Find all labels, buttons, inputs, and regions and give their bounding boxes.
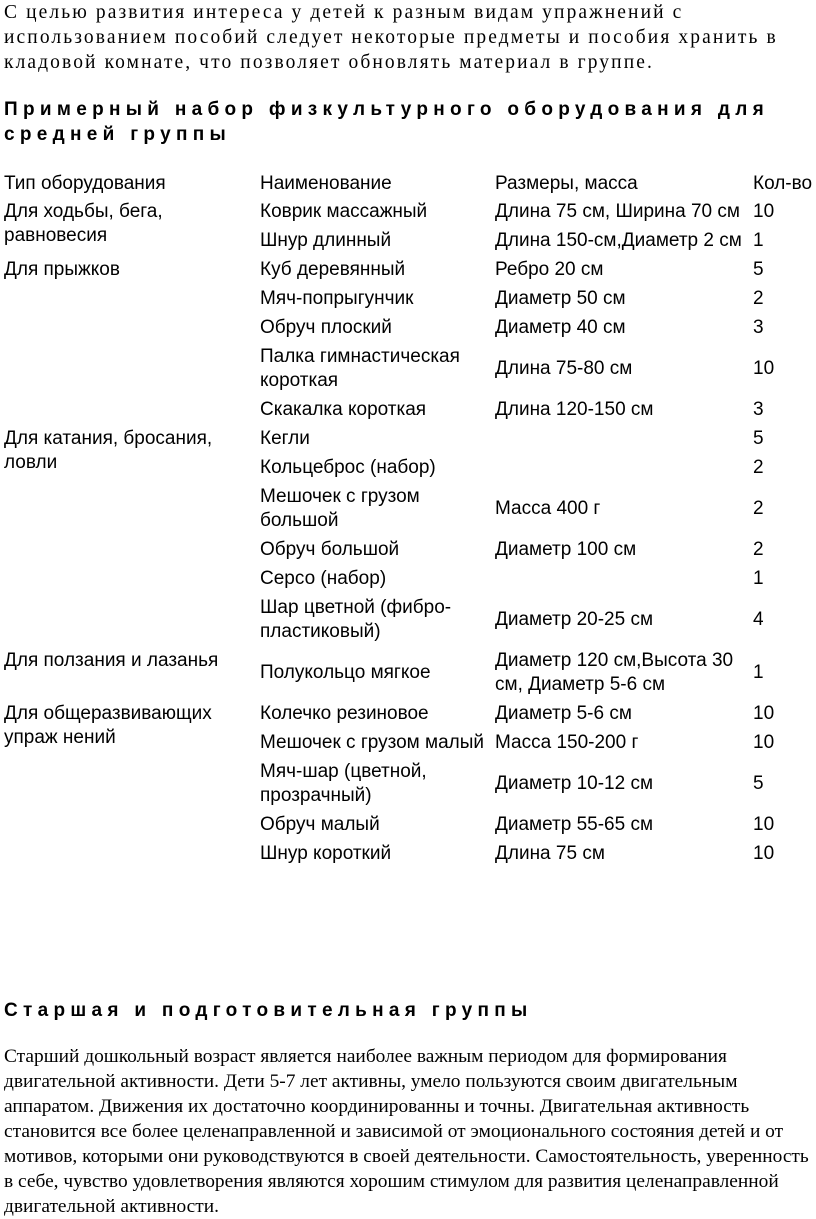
equipment-size-cell: Диаметр 5-6 см: [495, 703, 632, 724]
table-row: [0, 256, 816, 285]
equipment-qty-cell: 2: [753, 457, 764, 478]
equipment-name-cell: Кольцеброс (набор): [260, 457, 436, 478]
equipment-qty-cell: 10: [753, 703, 775, 724]
equipment-name-cell: Колечко резиновое: [260, 703, 429, 724]
table-row: [0, 647, 816, 700]
equipment-qty-cell: 10: [753, 843, 775, 864]
equipment-size-cell: Длина 120-150 см: [495, 399, 654, 420]
equipment-qty-cell: 1: [753, 568, 764, 589]
equipment-type-cell: Для общеразвивающих упраж нений: [4, 703, 212, 748]
equipment-name-cell: Шнур короткий: [260, 843, 392, 864]
senior-group-paragraph: Старший дошкольный возраст является наиболее важным периодом для формирования двигательной активности. Дети 5-7 лет активны, умело пользуются своим двигательным аппаратом. Движения их достаточно координированны и точны. Двигательная активность становится все более целенаправленной и зависимой от эмоционального состояния детей и от мотивов, которыми они руководствуются в своей деятельности. Самостоятельность, уверенность в себе, чувство удовлетворения являются хорошим стимулом для развития целенаправленной двигательной активности.: [4, 1046, 809, 1217]
equipment-name-cell: Коврик массажный: [260, 201, 428, 222]
equipment-size-cell: Длина 150-см,Диаметр 2 см: [495, 230, 742, 251]
equipment-size-cell: Диаметр 55-65 см: [495, 814, 654, 835]
equipment-type-cell: Для ходьбы, бега, равновесия: [4, 201, 163, 246]
equipment-qty-cell: 10: [753, 814, 775, 835]
equipment-qty-cell: 2: [753, 288, 764, 309]
equipment-name-cell: Обруч плоский: [260, 317, 392, 338]
equipment-size-cell: Масса 150-200 г: [495, 732, 639, 753]
equipment-size-cell: [495, 565, 753, 594]
header-qty: Кол-во: [753, 173, 813, 194]
equipment-size-cell: [495, 454, 753, 483]
equipment-name-cell: Шнур длинный: [260, 230, 392, 251]
equipment-name-cell: Обруч большой: [260, 539, 400, 560]
equipment-name-cell: Куб деревянный: [260, 259, 406, 280]
equipment-name-cell: Мяч-попрыгунчик: [260, 288, 414, 309]
equipment-qty-cell: 5: [753, 428, 764, 449]
equipment-name-cell: Серсо (набор): [260, 568, 387, 589]
equipment-size-cell: Диаметр 10-12 см: [495, 773, 654, 794]
equipment-qty-cell: 5: [753, 773, 764, 794]
equipment-size-cell: [495, 425, 753, 454]
table-row: [0, 425, 816, 454]
equipment-size-cell: Диаметр 50 см: [495, 288, 626, 309]
equipment-name-cell: Обруч малый: [260, 814, 380, 835]
equipment-qty-cell: 10: [753, 201, 775, 222]
equipment-qty-cell: 1: [753, 230, 764, 251]
equipment-qty-cell: 2: [753, 498, 764, 519]
equipment-size-cell: Диаметр 100 см: [495, 539, 637, 560]
equipment-size-cell: Диаметр 20-25 см: [495, 609, 654, 630]
section-title-senior-group: Старшая и подготовительная группы: [4, 1000, 533, 1021]
equipment-name-cell: Кегли: [260, 428, 310, 449]
table-header-row: [0, 168, 816, 198]
equipment-qty-cell: 3: [753, 399, 764, 420]
equipment-table: [0, 168, 816, 869]
equipment-name-cell: Скакалка короткая: [260, 399, 427, 420]
equipment-type-cell: Для прыжков: [4, 259, 120, 280]
intro-text: С целью развития интереса у детей к разным видам упражнений с использованием пособий следует некоторые предметы и пособия хранить в кладовой комнате, что позволяет обновлять материал в группе.: [4, 2, 778, 73]
section-title-middle-group: Примерный набор физкультурного оборудования для средней группы: [4, 99, 769, 145]
equipment-qty-cell: 10: [753, 358, 775, 379]
equipment-qty-cell: 4: [753, 609, 764, 630]
table-body: [0, 198, 816, 869]
equipment-name-cell: Мешочек с грузом малый: [260, 732, 485, 753]
equipment-name-cell: Мяч-шар (цветной, прозрачный): [260, 761, 427, 806]
equipment-size-cell: Диаметр 120 см,Высота 30 см, Диаметр 5-6 см: [495, 650, 734, 695]
equipment-name-cell: Мешочек с грузом большой: [260, 486, 420, 531]
equipment-qty-cell: 2: [753, 539, 764, 560]
equipment-size-cell: Ребро 20 см: [495, 259, 604, 280]
equipment-name-cell: Палка гимнастическая короткая: [260, 346, 460, 391]
equipment-size-cell: Длина 75 см, Ширина 70 см: [495, 201, 740, 222]
equipment-size-cell: Диаметр 40 см: [495, 317, 626, 338]
equipment-qty-cell: 5: [753, 259, 764, 280]
equipment-size-cell: Длина 75-80 см: [495, 358, 633, 379]
equipment-name-cell: Шар цветной (фибро-пластиковый): [260, 597, 452, 642]
header-size: Размеры, масса: [495, 173, 638, 194]
equipment-size-cell: Масса 400 г: [495, 498, 601, 519]
equipment-type-cell: Для ползания и лазанья: [4, 650, 219, 671]
equipment-qty-cell: 3: [753, 317, 764, 338]
equipment-name-cell: Полукольцо мягкое: [260, 662, 431, 683]
equipment-qty-cell: 10: [753, 732, 775, 753]
table-row: [0, 198, 816, 227]
equipment-type-cell: Для катания, бросания, ловли: [4, 428, 213, 473]
equipment-qty-cell: 1: [753, 662, 764, 683]
header-type: Тип оборудования: [4, 173, 166, 194]
equipment-size-cell: Длина 75 см: [495, 843, 605, 864]
table-row: [0, 700, 816, 729]
header-name: Наименование: [260, 173, 392, 194]
